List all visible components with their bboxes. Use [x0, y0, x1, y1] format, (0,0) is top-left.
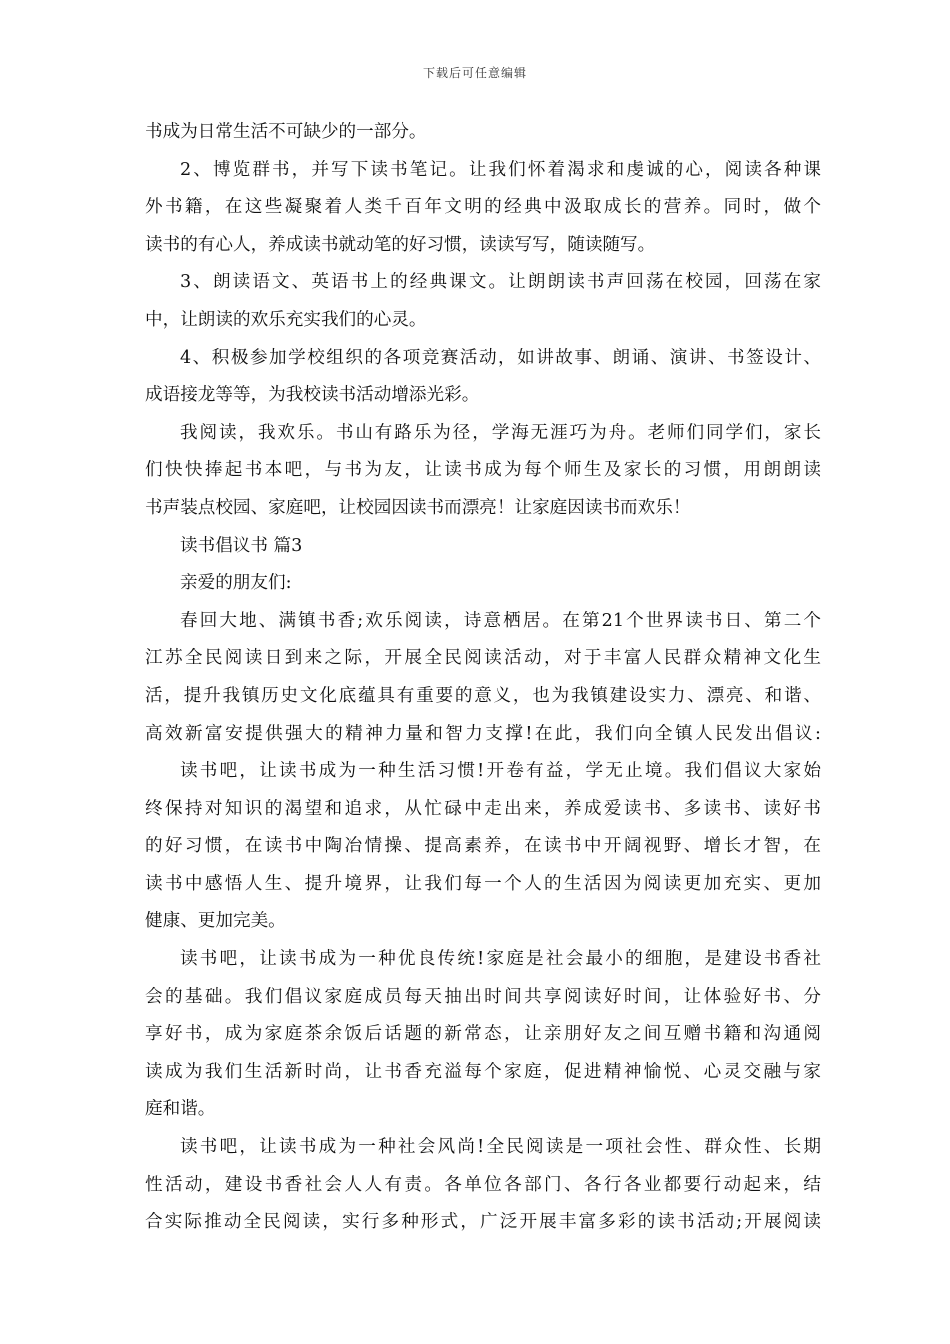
text-line: 们快快捧起书本吧，与书为友，让读书成为每个师生及家长的习惯，用朗朗读	[145, 460, 821, 481]
text-line: 2、博览群书，并写下读书笔记。让我们怀着渴求和虔诚的心，阅读各种课	[180, 159, 821, 180]
text-line: 健康、更加完美。	[145, 911, 286, 932]
text-line: 读书中感悟人生、提升境界，让我们每一个人的生活因为阅读更加充实、更加	[145, 873, 821, 894]
text-line: 春回大地、满镇书香;欢乐阅读，诗意栖居。在第21个世界读书日、第二个	[180, 610, 821, 631]
text-line: 性活动，建设书香社会人人有责。各单位各部门、各行各业都要行动起来，结	[145, 1174, 821, 1195]
text-line: 终保持对知识的渴望和追求，从忙碌中走出来，养成爱读书、多读书、读好书	[145, 798, 821, 819]
text-line: 的好习惯，在读书中陶冶情操、提高素养，在读书中开阔视野、增长才智，在	[145, 836, 821, 857]
text-line: 读书倡议书 篇3	[180, 535, 303, 556]
text-line: 庭和谐。	[145, 1099, 216, 1120]
page-header: 下载后可任意编辑	[422, 66, 527, 80]
text-line: 成语接龙等等，为我校读书活动增添光彩。	[145, 385, 480, 406]
text-line: 书声装点校园、家庭吧，让校园因读书而漂亮！让家庭因读书而欢乐！	[145, 497, 691, 518]
text-line: 读书吧，让读书成为一种优良传统!家庭是社会最小的细胞，是建设书香社	[180, 949, 821, 970]
text-line: 读书吧，让读书成为一种社会风尚!全民阅读是一项社会性、群众性、长期	[180, 1137, 821, 1158]
text-line: 高效新富安提供强大的精神力量和智力支撑!在此，我们向全镇人民发出倡议:	[145, 723, 821, 744]
text-line: 读成为我们生活新时尚，让书香充溢每个家庭，促进精神愉悦、心灵交融与家	[145, 1061, 821, 1082]
text-line: 合实际推动全民阅读，实行多种形式，广泛开展丰富多彩的读书活动;开展阅读	[145, 1212, 821, 1233]
text-line: 享好书，成为家庭茶余饭后话题的新常态，让亲朋好友之间互赠书籍和沟通阅	[145, 1024, 821, 1045]
document-body	[145, 114, 821, 1242]
text-line: 外书籍，在这些凝聚着人类千百年文明的经典中汲取成长的营养。同时，做个	[145, 197, 821, 218]
text-line: 4、积极参加学校组织的各项竞赛活动，如讲故事、朗诵、演讲、书签设计、	[180, 347, 821, 368]
text-line: 中，让朗读的欢乐充实我们的心灵。	[145, 309, 427, 330]
text-line: 活，提升我镇历史文化底蕴具有重要的意义，也为我镇建设实力、漂亮、和谐、	[145, 685, 821, 706]
text-line: 会的基础。我们倡议家庭成员每天抽出时间共享阅读好时间，让体验好书、分	[145, 986, 821, 1007]
text-line: 3、朗读语文、英语书上的经典课文。让朗朗读书声回荡在校园，回荡在家	[180, 272, 821, 293]
text-line: 亲爱的朋友们:	[180, 573, 292, 594]
text-line: 我阅读，我欢乐。书山有路乐为径，学海无涯巧为舟。老师们同学们，家长	[180, 422, 821, 443]
text-line: 读书的有心人，养成读书就动笔的好习惯，读读写写，随读随写。	[145, 234, 656, 255]
text-line: 江苏全民阅读日到来之际，开展全民阅读活动，对于丰富人民群众精神文化生	[145, 648, 821, 669]
text-line: 读书吧，让读书成为一种生活习惯!开卷有益，学无止境。我们倡议大家始	[180, 761, 821, 782]
text-line: 书成为日常生活不可缺少的一部分。	[145, 122, 427, 142]
